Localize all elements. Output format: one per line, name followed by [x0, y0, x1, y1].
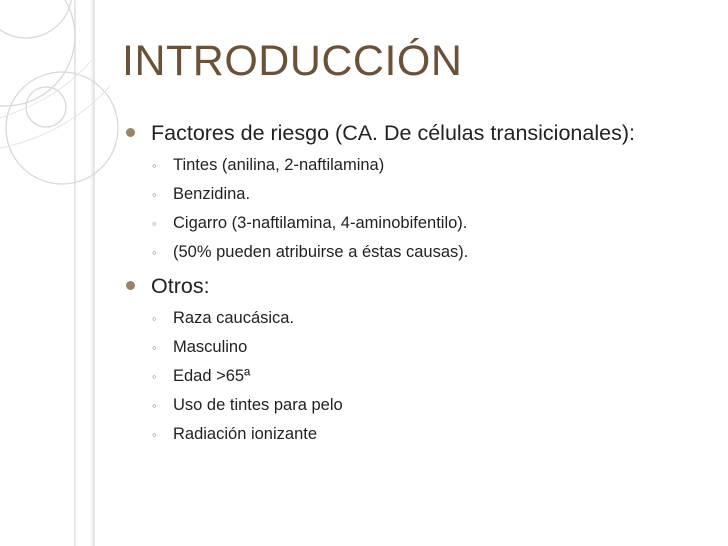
sub-bullet-masculino: [124, 333, 714, 362]
sub-bullet-circle-icon: ◦: [152, 216, 157, 231]
sub-bullet-text: Radiación ionizante: [173, 425, 318, 443]
sub-bullet-text: (50% pueden atribuirse a éstas causas).: [173, 243, 469, 261]
sub-bullet-raza: [124, 304, 714, 333]
sub-bullet-tintes-pelo: [124, 391, 714, 420]
sub-bullet-circle-icon: ◦: [152, 245, 157, 260]
decorative-arc-1: [0, 60, 92, 118]
bullet-risk-factors: [124, 118, 714, 148]
sub-bullet-circle-icon: ◦: [152, 398, 157, 413]
sub-bullet-text: Cigarro (3-naftilamina, 4-aminobifentilo).: [173, 214, 468, 232]
bullet-otros: [124, 271, 714, 301]
sub-bullet-text: Edad >65ª: [173, 367, 251, 385]
bullet-text: Factores de riesgo (CA. De células transicionales):: [151, 121, 635, 145]
sub-bullet-circle-icon: ◦: [152, 311, 157, 326]
sub-bullet-text: Masculino: [173, 338, 248, 356]
sub-bullet-edad: [124, 362, 714, 391]
sub-bullet-cigarro: [124, 209, 714, 238]
decorative-circle-bottom: [6, 72, 118, 184]
decorative-circle-top: [0, 0, 72, 38]
sub-bullet-porcentaje: [124, 238, 714, 267]
sub-bullet-tintes: [124, 151, 714, 180]
sub-bullet-text: Raza caucásica.: [173, 309, 295, 327]
sub-bullet-text: Tintes (anilina, 2-naftilamina): [173, 156, 385, 174]
bullet-text: Otros:: [151, 274, 210, 298]
sub-bullet-circle-icon: ◦: [152, 369, 157, 384]
sub-bullet-benzidina: [124, 180, 714, 209]
sub-bullet-radiacion: [124, 420, 714, 449]
sub-bullet-circle-icon: ◦: [152, 340, 157, 355]
bullet-dot-icon: [126, 281, 135, 290]
sub-bullet-circle-icon: ◦: [152, 187, 157, 202]
decorative-circle-large: [0, 0, 75, 106]
sub-bullet-text: Uso de tintes para pelo: [173, 396, 343, 414]
sub-bullet-circle-icon: ◦: [152, 158, 157, 173]
bullet-dot-icon: [126, 128, 135, 137]
slide-title: INTRODUCCIÓN: [122, 37, 463, 85]
slide-content: [124, 118, 714, 449]
sub-bullet-text: Benzidina.: [173, 185, 251, 203]
sub-bullet-circle-icon: ◦: [152, 427, 157, 442]
